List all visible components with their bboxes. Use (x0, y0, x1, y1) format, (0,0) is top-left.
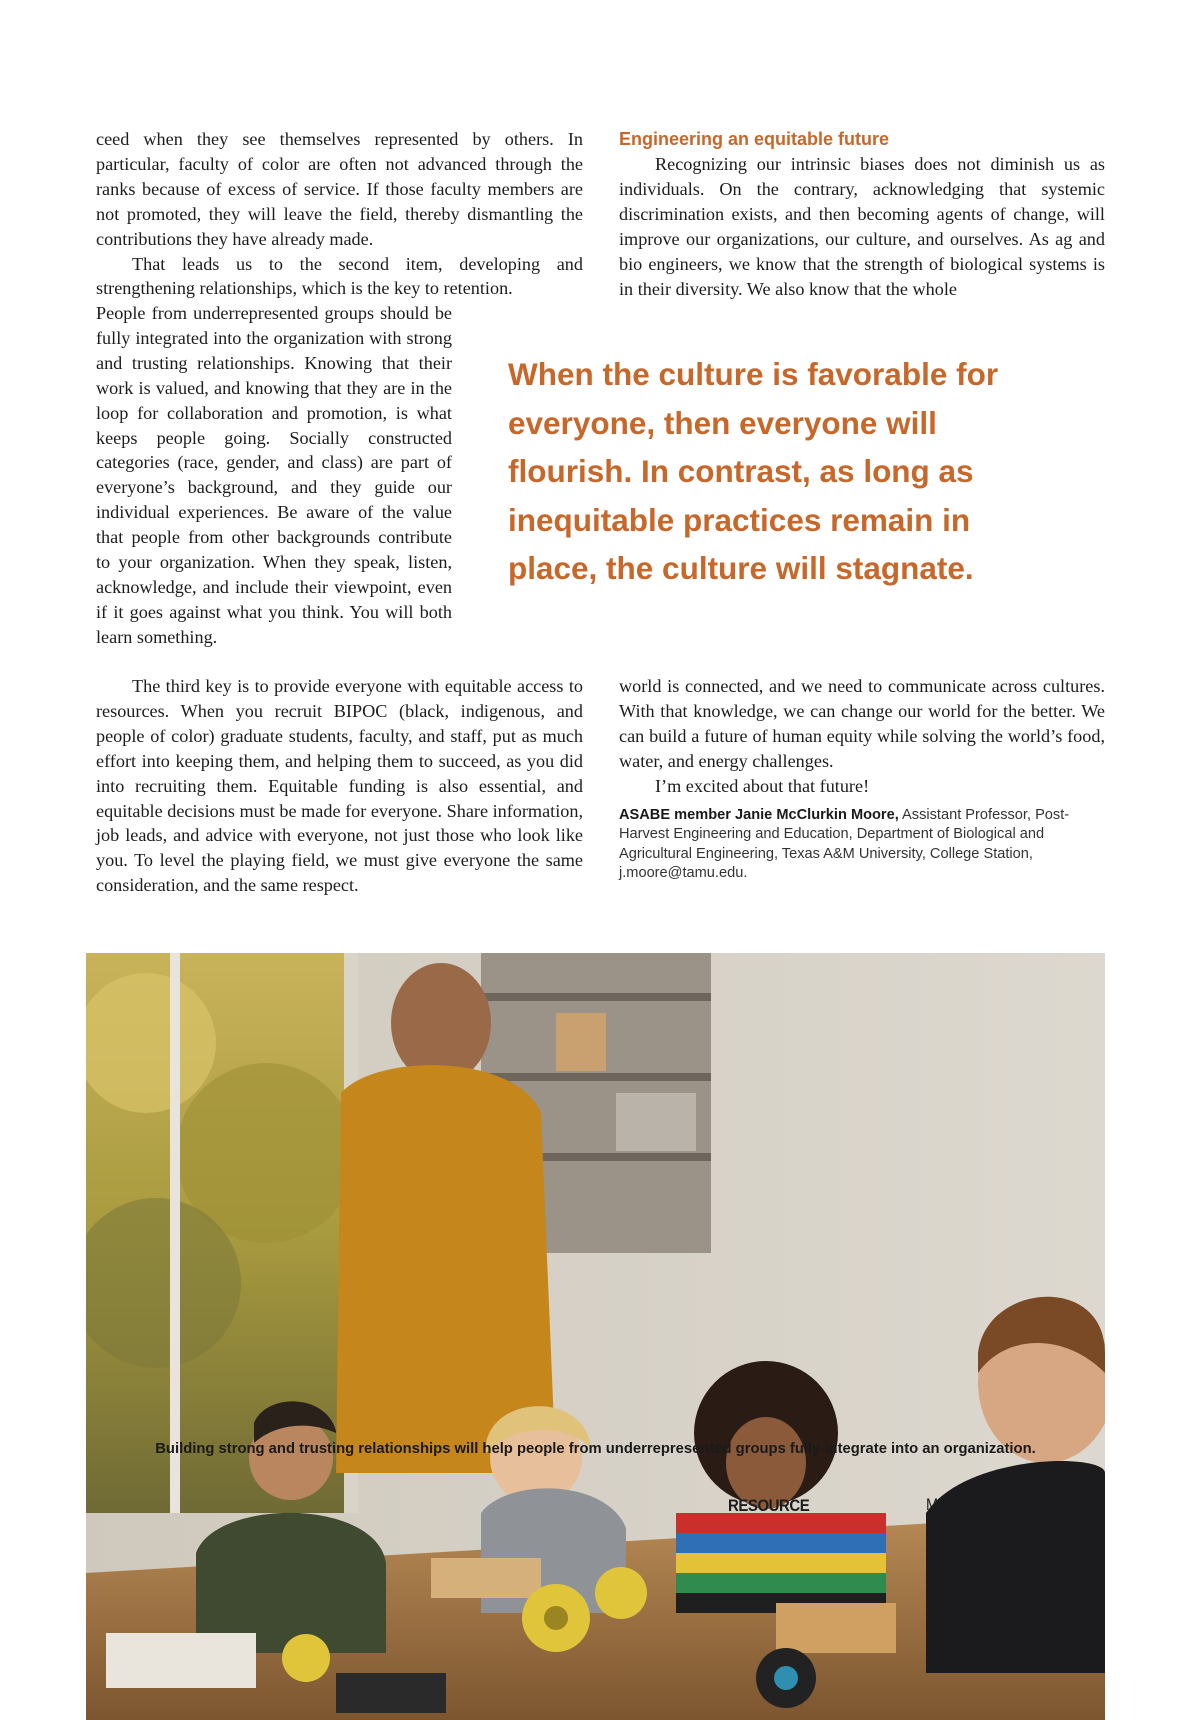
photo-caption: Building strong and trusting relationships will help people from underrepresented groups fully integrate into an organization. (155, 1441, 1036, 1457)
magazine-name: RESOURCE (728, 1496, 810, 1515)
paragraph-text: People from underrepresented groups should be fully integrated into the organization with strong and trusting relationships. Knowing that their work is valued, and knowing that they are in the loop for collaboration and promotion, is what keeps people going. Socially constructed categories (race, gender, and class) are part of everyone’s background, and they guide our individual experiences. Be aware of the value that people from other backgrounds contribute to your organization. When they speak, listen, acknowledge, and include their viewpoint, even if it goes against what you think. You will both learn something. (96, 303, 452, 647)
paragraph-text: I’m excited about that future! (655, 775, 870, 796)
right-paragraph-1-bottom (619, 674, 1105, 799)
paragraph-text: That leads us to the second item, developing and strengthening relationships, which is the key to retention. (96, 253, 583, 299)
classroom-photo (86, 953, 1105, 1720)
author-name: ASABE member Janie McClurkin Moore, (619, 807, 899, 823)
left-paragraph-2-wrap (96, 301, 452, 650)
paragraph-text: Recognizing our intrinsic biases does not diminish us as individuals. On the contrary, acknowledging that systemic discrimination exists, and then becoming agents of change, will improve our organizations, our culture, and ourselves. As ag and bio engineers, we know that the strength of biological systems is in their diversity. We also know that the whole (619, 154, 1105, 299)
right-paragraph-1-top (619, 152, 1105, 301)
paragraph-text: The third key is to provide everyone with equitable access to resources. When you recruit BIPOC (black, indigenous, and people of color) graduate students, faculty, and staff, put as much effort into keeping them, and helping them to succeed, as you did into recruiting them. Equitable funding is also essential, and equitable decisions must be made for everyone. Share information, job leads, and advice with everyone, not just those who look like you. To level the playing field, we must give everyone the same consideration, and the same respect. (96, 676, 583, 896)
paragraph-text: world is connected, and we need to communicate across cultures. With that knowledge, we can change our world for the better. We can build a future of human equity while solving the world’s food, water, and energy challenges. (619, 676, 1105, 771)
author-details: Assistant Professor, Post-Harvest Engineering and Education, Department of Biological and Agricultural Engineering, Texas A&M University, College Station, j.moore@tamu.edu. (619, 807, 1070, 882)
left-paragraph-1 (96, 127, 583, 301)
issue-date: May/June 2021 (926, 1496, 1026, 1514)
paragraph-text: ceed when they see themselves represented by others. In particular, faculty of color are often not advanced through the ranks because of excess of service. If those faculty members are not promoted, they will leave the field, thereby dismantling the contributions they have already made. (96, 129, 583, 249)
left-paragraph-3 (96, 674, 583, 898)
page-number: 9 (1091, 1496, 1101, 1515)
section-heading: Engineering an equitable future (619, 129, 890, 149)
author-bio (619, 806, 1109, 884)
pull-quote: When the culture is favorable for everyone, then everyone will flourish. In contrast, as long as inequitable practices remain in place, the culture will stagnate. (508, 356, 999, 586)
page-footer (0, 1496, 1200, 1520)
